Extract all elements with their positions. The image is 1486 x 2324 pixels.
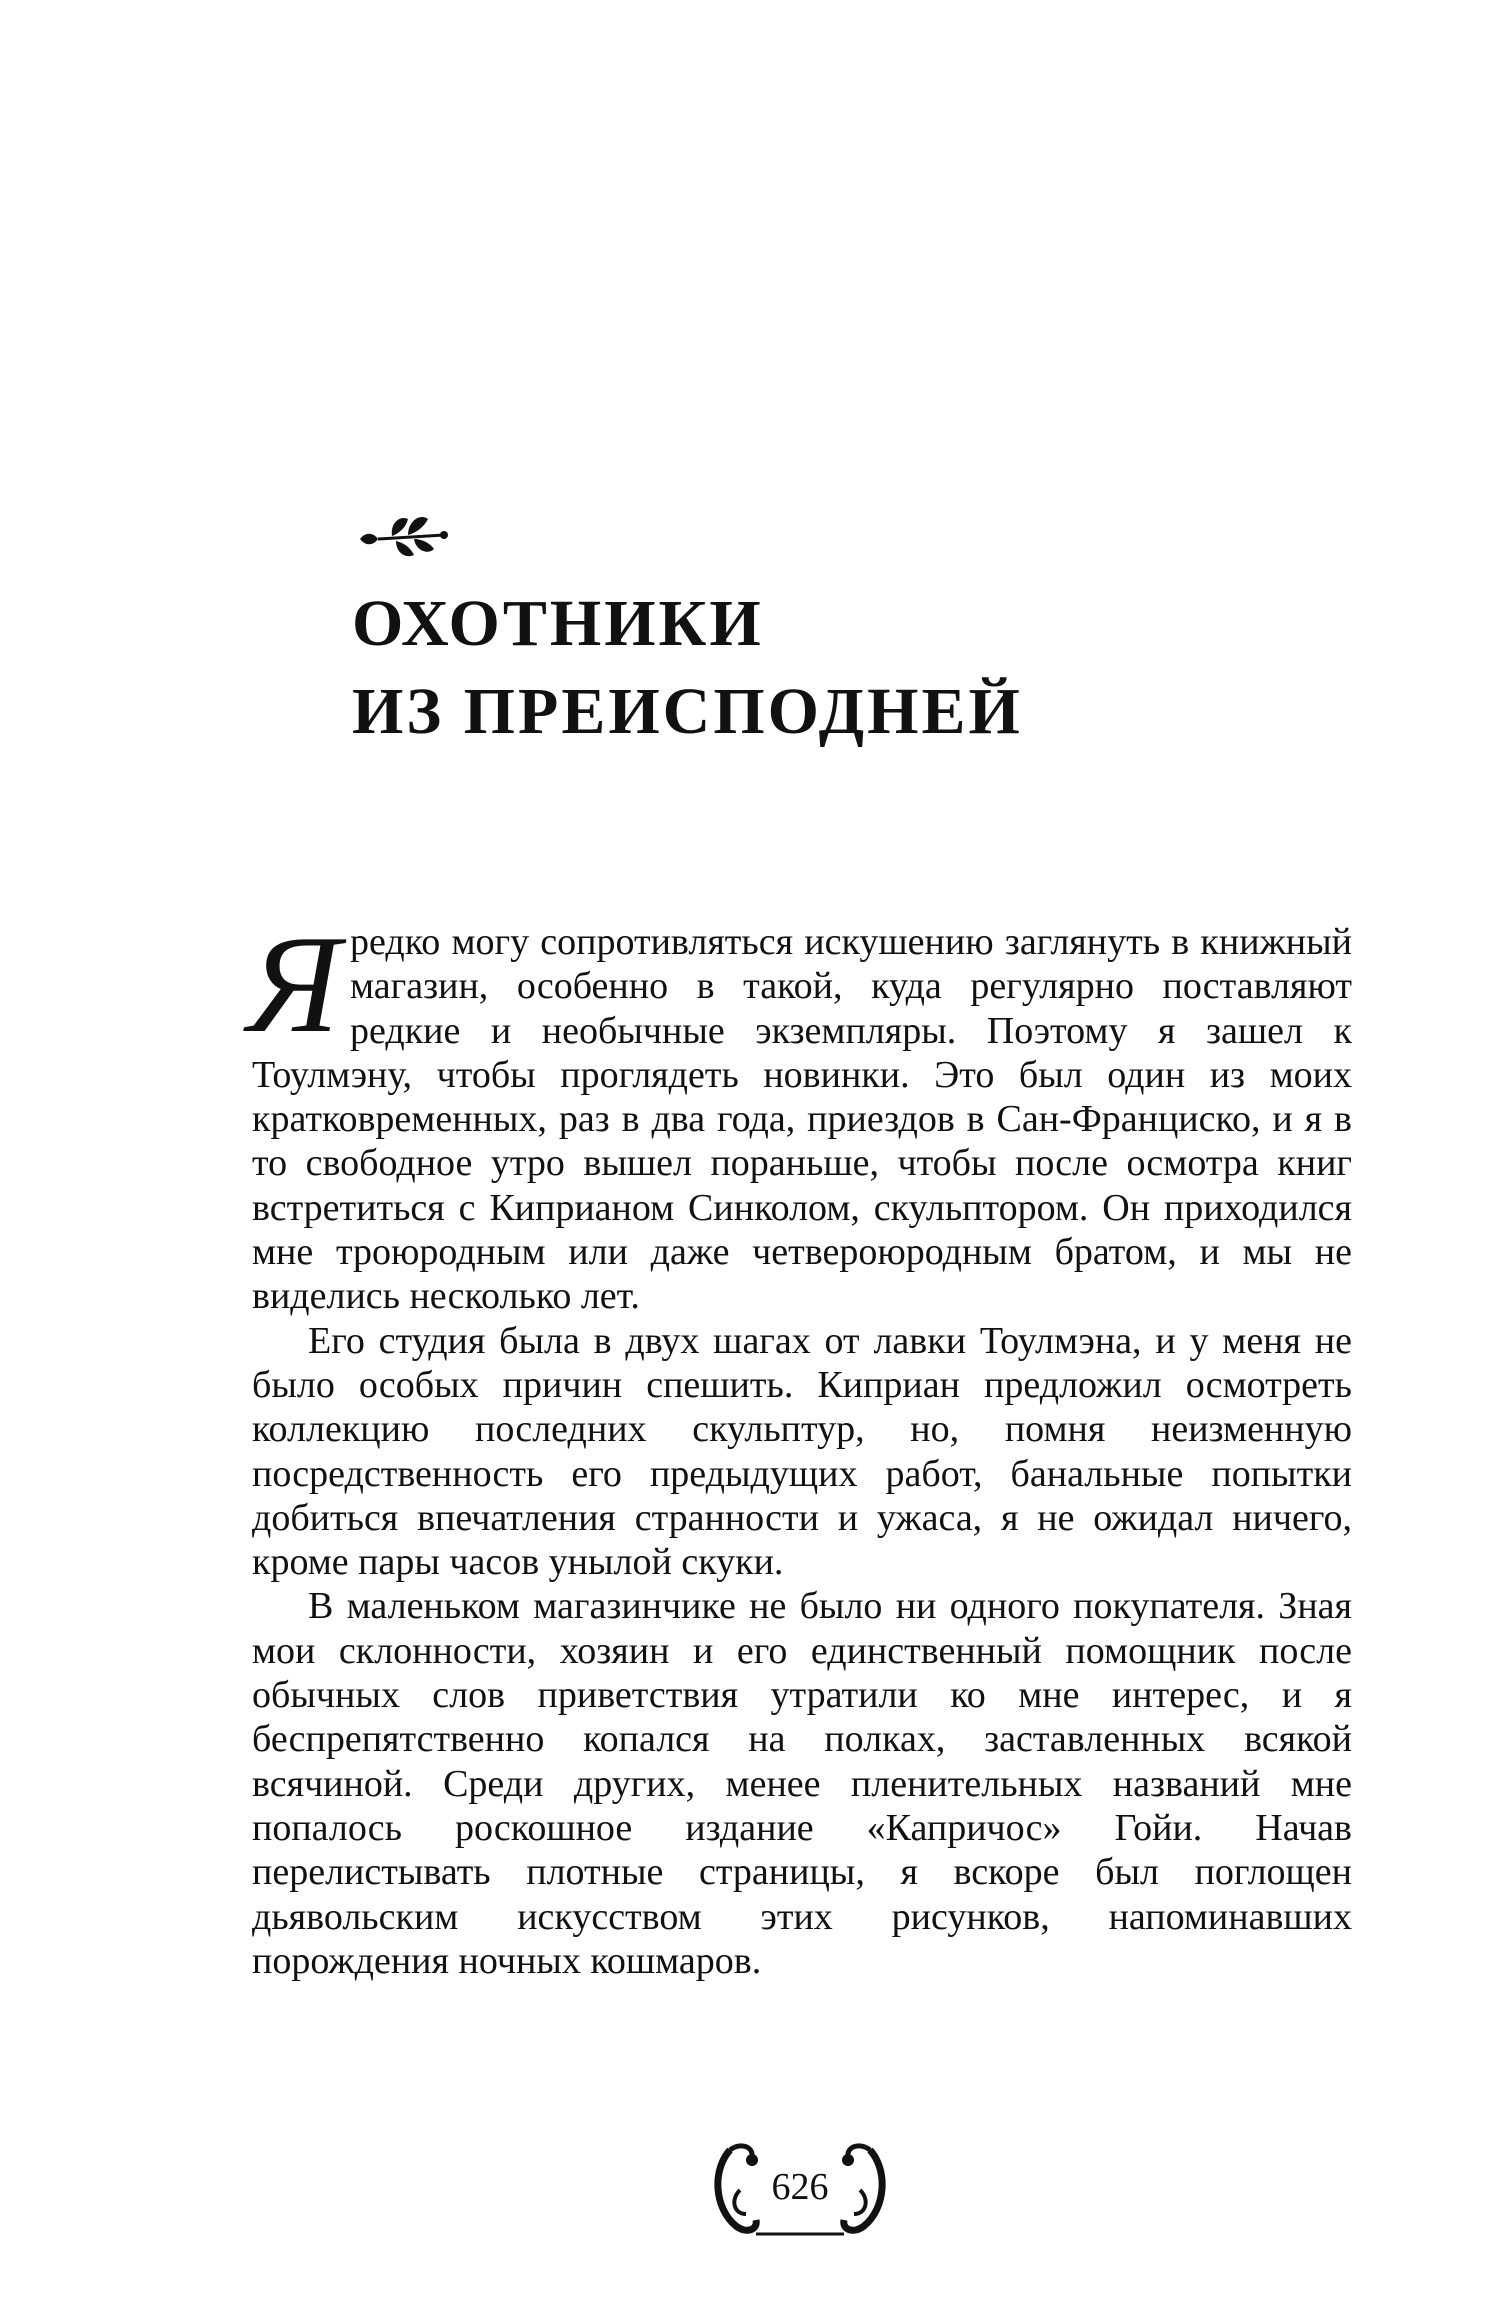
paragraph-2: Его студия была в двух шагах от лавки Тоулмэна, и у меня не было особых причин спешить. Киприан предложил осмотреть коллекцию последних скульптур, но, помня неизменную посредственность его предыдущих работ, банальные попытки добиться впечатления странности и ужаса, я не ожидал ничего, кроме пары часов унылой скуки.	[252, 1319, 1352, 1584]
chapter-title	[352, 580, 1252, 756]
drop-cap: Я	[248, 907, 341, 1062]
chapter-body	[248, 907, 1352, 1983]
paragraph-3: В маленьком магазинчике не было ни одного покупателя. Зная мои склонности, хозяин и его единственный помощник после обычных слов приветствия утратили ко мне интерес, и я беспрепятственно копался на полках, заставленных всякой всячиной. Среди других, менее пленительных названий мне попалось роскошное издание «Капричос» Гойи. Начав перелистывать плотные страницы, я вскоре был поглощен дьявольским искусством этих рисунков, напоминавших порождения ночных кошмаров.	[252, 1585, 1352, 1982]
paragraph-1	[248, 907, 1352, 1319]
page-number: 626	[771, 2166, 829, 2208]
chapter-title-line-2: ИЗ ПРЕИСПОДНЕЙ	[352, 675, 1023, 748]
leaf-ornament-icon	[352, 505, 452, 565]
paragraph-1-text: редко могу сопротивляться искушению заглянуть в книжный магазин, особенно в такой, куда регулярно поставляют редкие и необычные экземпляры. Поэтому я зашел к Тоулмэну, чтобы проглядеть новинки. Это был один из моих кратковременных, раз в два года, приездов в Сан-Франциско, и я в то свободное утро вышел пораньше, чтобы после осмотра книг встретиться с Киприаном Синколом, скульптором. Он приходился мне троюродным или даже четвероюродным братом, и мы не виделись несколько лет.	[252, 921, 1352, 1318]
chapter-title-line-1: ОХОТНИКИ	[352, 587, 764, 660]
